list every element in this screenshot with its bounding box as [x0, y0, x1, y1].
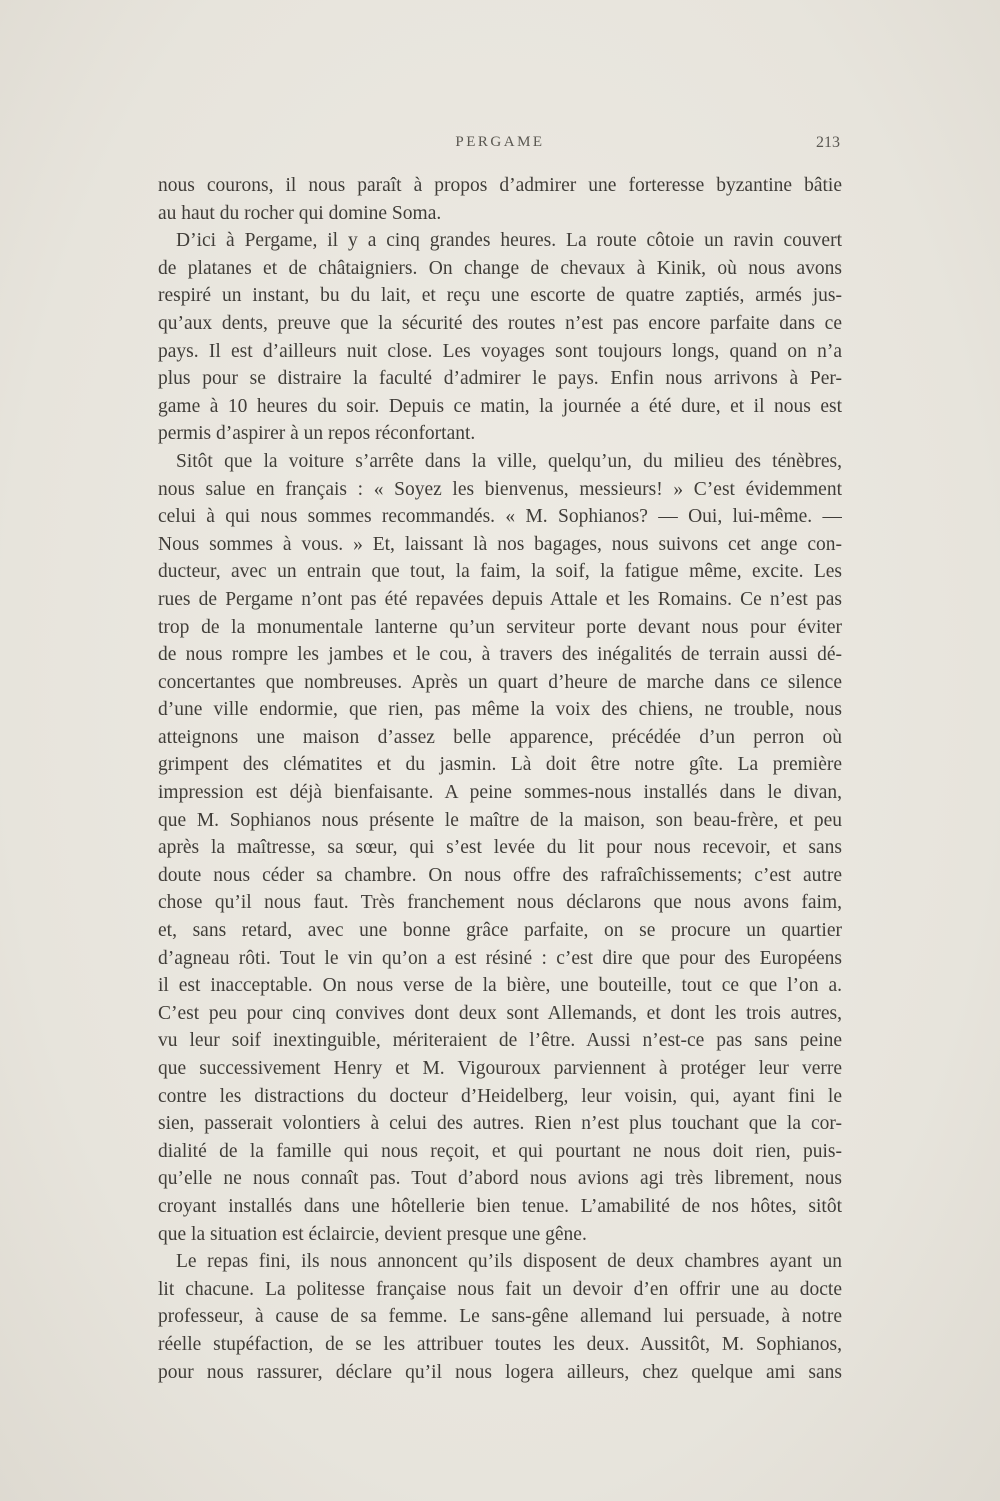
text-line: qu’elle ne nous connaît pas. Tout d’abord nous avions agi très librement, nous: [158, 1168, 842, 1190]
text-line: dialité de la famille qui nous reçoit, et qui pourtant ne nous doit rien, puis-: [158, 1140, 842, 1162]
text-line: il est inacceptable. On nous verse de la bière, une bouteille, tout ce que l’on a.: [158, 975, 842, 997]
text-line: D’ici à Pergame, il y a cinq grandes heures. La route côtoie un ravin couvert: [176, 230, 842, 252]
page-number: 213: [816, 134, 840, 151]
text-line: professeur, à cause de sa femme. Le sans-gêne allemand lui persuade, à notre: [158, 1306, 842, 1328]
text-line: rues de Pergame n’ont pas été repavées depuis Attale et les Romains. Ce n’est pas: [158, 588, 842, 610]
text-line: grimpent des clématites et du jasmin. Là doit être notre gîte. La première: [158, 754, 842, 776]
text-line: plus pour se distraire la faculté d’admirer le pays. Enfin nous arrivons à Per-: [158, 368, 842, 390]
text-line: de nous rompre les jambes et le cou, à travers des inégalités de terrain aussi dé-: [158, 644, 842, 666]
text-line: impression est déjà bienfaisante. A peine sommes-nous installés dans le divan,: [158, 782, 842, 804]
text-line: sien, passerait volontiers à celui des autres. Rien n’est plus touchant que la cor-: [158, 1113, 842, 1135]
text-line: nous courons, il nous paraît à propos d’admirer une forteresse byzantine bâtie: [158, 175, 842, 196]
text-line: d’agneau rôti. Tout le vin qu’on a est résiné : c’est dire que pour des Européens: [158, 947, 842, 969]
text-line: celui à qui nous sommes recommandés. « M. Sophianos? — Oui, lui-même. —: [158, 506, 842, 528]
text-line: vu leur soif inextinguible, mériteraient de l’être. Aussi n’est-ce pas sans peine: [158, 1030, 842, 1052]
text-line: ducteur, avec un entrain que tout, la faim, la soif, la fatigue même, excite. Les: [158, 561, 842, 583]
text-line: lit chacune. La politesse française nous fait un devoir d’en offrir une au docte: [158, 1278, 842, 1300]
body-text: [158, 172, 842, 1386]
text-line: et, sans retard, avec une bonne grâce parfaite, on se procure un quartier: [158, 920, 842, 942]
text-line: Nous sommes à vous. » Et, laissant là nos bagages, nous suivons cet ange con-: [158, 533, 842, 555]
text-line: réelle stupéfaction, de se les attribuer toutes les deux. Aussitôt, M. Sophianos,: [158, 1333, 842, 1355]
text-line: atteignons une maison d’assez belle apparence, précédée d’un perron où: [158, 726, 842, 748]
text-line: que successivement Henry et M. Vigouroux parviennent à protéger leur verre: [158, 1058, 842, 1079]
text-line: que M. Sophianos nous présente le maître de la maison, son beau-frère, et peu: [158, 809, 842, 831]
text-line: Le repas fini, ils nous annoncent qu’ils disposent de deux chambres ayant un: [176, 1251, 842, 1273]
text-line: pour nous rassurer, déclare qu’il nous logera ailleurs, chez quelque ami sans: [158, 1361, 842, 1383]
text-line: que la situation est éclaircie, devient presque une gêne.: [158, 1223, 587, 1245]
text-line: doute nous céder sa chambre. On nous offre des rafraîchissements; c’est autre: [158, 864, 842, 886]
text-line: contre les distractions du docteur d’Heidelberg, leur voisin, qui, ayant fini le: [158, 1085, 842, 1107]
text-line: d’une ville endormie, que rien, pas même la voix des chiens, ne trouble, nous: [158, 699, 842, 721]
running-head: [160, 134, 840, 158]
text-line: respiré un instant, bu du lait, et reçu une escorte de quatre zaptiés, armés jus-: [158, 285, 842, 307]
text-line: qu’aux dents, preuve que la sécurité des routes n’est pas encore parfaite dans ce: [158, 312, 842, 334]
text-line: nous salue en français : « Soyez les bienvenus, messieurs! » C’est évidemment: [158, 478, 842, 500]
running-title: PERGAME: [455, 134, 545, 150]
text-line: Sitôt que la voiture s’arrête dans la ville, quelqu’un, du milieu des ténèbres,: [176, 450, 842, 472]
text-line: au haut du rocher qui domine Soma.: [158, 202, 442, 224]
text-line: trop de la monumentale lanterne qu’un serviteur porte devant nous pour éviter: [158, 616, 842, 638]
text-line: game à 10 heures du soir. Depuis ce matin, la journée a été dure, et il nous est: [158, 395, 842, 417]
text-line: C’est peu pour cinq convives dont deux sont Allemands, et dont les trois autres,: [158, 1002, 842, 1024]
text-line: pays. Il est d’ailleurs nuit close. Les voyages sont toujours longs, quand on n’a: [158, 340, 842, 362]
text-line: permis d’aspirer à un repos réconfortant.: [158, 423, 476, 445]
text-line: chose qu’il nous faut. Très franchement nous déclarons que nous avons faim,: [158, 892, 842, 914]
text-line: croyant installés dans une hôtellerie bien tenue. L’amabilité de nos hôtes, sitôt: [158, 1195, 842, 1217]
text-line: de platanes et de châtaigniers. On change de chevaux à Kinik, où nous avons: [158, 257, 842, 279]
text-line: concertantes que nombreuses. Après un quart d’heure de marche dans ce silence: [158, 671, 842, 693]
text-line: après la maîtresse, sa sœur, qui s’est levée du lit pour nous recevoir, et sans: [158, 837, 842, 859]
